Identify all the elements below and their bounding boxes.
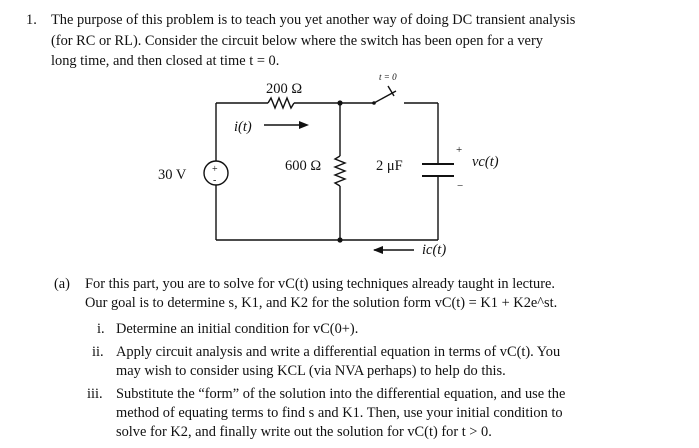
- item-iii-line-3: solve for K2, and finally write out the solution for vC(t) for t > 0.: [116, 424, 492, 440]
- item-ii-line-1: Apply circuit analysis and write a differential equation in terms of vC(t). You: [116, 344, 561, 360]
- item-ii-label: ii.: [92, 344, 104, 360]
- item-i-label: i.: [97, 321, 105, 337]
- intro-line-1: The purpose of this problem is to teach you yet another way of doing DC transient analysis: [51, 12, 576, 28]
- problem-number: 1.: [26, 12, 37, 28]
- part-a-line-1: For this part, you are to solve for vC(t) using techniques already taught in lecture.: [85, 276, 555, 292]
- current-label: i(t): [234, 119, 252, 135]
- intro-line-2: (for RC or RL). Consider the circuit below where the switch has been open for a very: [51, 33, 543, 49]
- part-a-line-2: Our goal is to determine s, K1, and K2 for the solution form vC(t) = K1 + K2e^st.: [85, 295, 558, 311]
- source-label: 30 V: [158, 167, 187, 183]
- item-iii-label: iii.: [87, 386, 103, 402]
- node-top: [337, 100, 342, 105]
- part-a-label: (a): [54, 276, 70, 292]
- resistor-600-symbol: [335, 156, 345, 186]
- item-i-line-1: Determine an initial condition for vC(0+).: [116, 321, 359, 337]
- switch-label: t = 0: [379, 72, 397, 82]
- voltage-label: vc(t): [472, 154, 499, 170]
- capacitor-minus: −: [457, 180, 464, 192]
- capacitor-plus: +: [456, 144, 463, 156]
- source-minus: -: [213, 175, 217, 186]
- capacitor-label: 2 μF: [376, 158, 403, 174]
- node-bottom: [337, 237, 342, 242]
- resistor-600-label: 600 Ω: [285, 158, 322, 174]
- capacitor-current-label: ic(t): [422, 242, 447, 258]
- item-ii-line-2: may wish to consider using KCL (via NVA perhaps) to help do this.: [116, 363, 506, 379]
- item-iii-line-1: Substitute the “form” of the solution into the differential equation, and use the: [116, 386, 566, 402]
- switch-contact: [372, 101, 376, 105]
- intro-line-3: long time, and then closed at time t = 0.: [51, 53, 280, 69]
- current-arrowhead-i: [299, 121, 309, 129]
- source-plus: +: [212, 164, 218, 175]
- item-iii-line-2: method of equating terms to find s and K1. Then, use your initial condition to: [116, 405, 563, 421]
- current-arrowhead-ic: [373, 246, 383, 254]
- resistor-200-label: 200 Ω: [266, 81, 303, 97]
- resistor-200-symbol: [268, 98, 294, 108]
